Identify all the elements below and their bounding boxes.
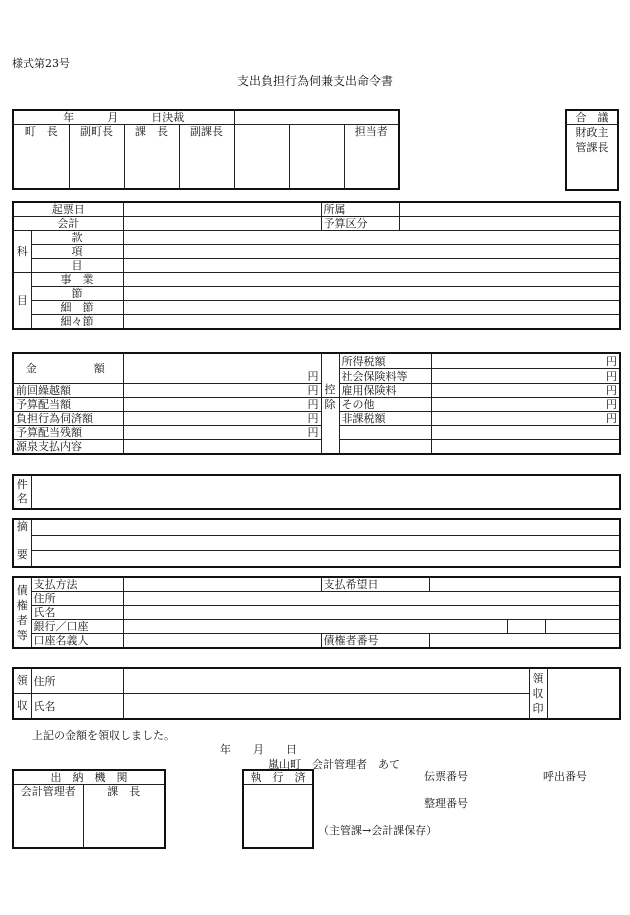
deduction-income-tax-yen: 円	[431, 353, 620, 369]
deduction-income-tax: 所得税額	[339, 353, 431, 369]
accounting-value	[123, 217, 321, 231]
row-committed: 負担行為伺済額	[13, 412, 123, 426]
row-carryover-yen: 円	[123, 384, 321, 398]
receipt-side-1: 領	[13, 668, 31, 694]
consult-label: 合 議	[566, 110, 618, 125]
account-holder-label: 口座名義人	[31, 634, 123, 649]
accounting-label: 会計	[13, 217, 123, 231]
creditor-no-label: 債権者番号	[321, 634, 429, 649]
receipt-seal-box	[547, 668, 620, 719]
subject-kou: 項	[31, 245, 123, 259]
row-committed-yen: 円	[123, 412, 321, 426]
deduction-other-yen: 円	[431, 398, 620, 412]
payment-method-label: 支払方法	[31, 577, 123, 592]
subject-setsu: 節	[31, 287, 123, 301]
dept-label: 所属	[321, 202, 399, 217]
deduction-side-1: 控	[321, 353, 339, 398]
role-blank-2	[289, 125, 344, 190]
subject-matter-table	[12, 474, 621, 510]
budget-class-value	[399, 217, 620, 231]
budget-class-label: 予算区分	[321, 217, 399, 231]
desired-date-label: 支払希望日	[321, 577, 429, 592]
receipt-addressee: 嵐山町 会計管理者 あて	[268, 758, 400, 771]
executed-label: 執 行 済	[243, 770, 313, 785]
disbursement-label: 出 納 機 関	[13, 770, 165, 785]
voucher-no-label: 伝票番号	[424, 770, 468, 783]
deduction-tax-exempt-yen: 円	[431, 412, 620, 426]
receipt-address-label: 住所	[31, 668, 123, 694]
receipt-seal-label: 領 収 印	[529, 668, 547, 719]
accountant-label: 会計管理者	[13, 785, 83, 849]
call-no-label: 呼出番号	[543, 770, 587, 783]
deduction-tax-exempt: 非課税額	[339, 412, 431, 426]
creditor-table	[12, 576, 621, 649]
payment-method-value	[123, 577, 321, 592]
summary-label: 摘 要	[13, 519, 31, 567]
row-budget-allotment: 予算配当額	[13, 398, 123, 412]
row-remaining-yen: 円	[123, 426, 321, 440]
ref-no-label: 整理番号	[424, 797, 468, 810]
role-staff: 担当者	[344, 125, 399, 190]
subject-project: 事 業	[31, 273, 123, 287]
deduction-side-2: 除	[321, 398, 339, 455]
footer-section-chief: 課 長	[83, 785, 165, 849]
subject-saisaisetsu: 細々節	[31, 315, 123, 330]
form-number: 様式第23号	[12, 57, 70, 70]
subject-kan: 款	[31, 231, 123, 245]
decision-date: 年 月 日決裁	[13, 110, 234, 125]
amount-table	[12, 352, 621, 455]
form-title: 支出負担行為伺兼支出命令書	[236, 74, 393, 88]
creditor-name-label: 氏名	[31, 606, 123, 620]
deduction-employment-insurance: 雇用保険料	[339, 384, 431, 398]
row-remaining: 予算配当残額	[13, 426, 123, 440]
deduction-social-insurance: 社会保険料等	[339, 369, 431, 384]
amount-value: 円	[123, 353, 321, 384]
role-section-chief: 課 長	[124, 125, 179, 190]
role-deputy-mayor: 副町長	[69, 125, 124, 190]
storage-note: （主管課→会計課保存）	[318, 824, 438, 837]
subject-side-1: 科	[13, 231, 31, 273]
subject-moku: 目	[31, 259, 123, 273]
subject-saisetsu: 細 節	[31, 301, 123, 315]
bank-account-label: 銀行／口座	[31, 620, 123, 634]
receipt-side-2: 収	[13, 694, 31, 720]
creditor-address-label: 住所	[31, 592, 123, 606]
summary-table	[12, 518, 621, 568]
executed-table	[242, 769, 314, 849]
role-deputy-chief: 副課長	[179, 125, 234, 190]
draft-date-value	[123, 202, 321, 217]
row-budget-allotment-yen: 円	[123, 398, 321, 412]
receipt-table	[12, 667, 621, 720]
dept-value	[399, 202, 620, 217]
consult-finance-chief: 財政主 管課長	[566, 125, 618, 191]
deduction-other: その他	[339, 398, 431, 412]
receipt-statement: 上記の金額を領収しました。	[32, 729, 175, 742]
deduction-employment-insurance-yen: 円	[431, 384, 620, 398]
desired-date-value	[429, 577, 620, 592]
row-withholding: 源泉支払内容	[13, 440, 123, 455]
creditor-side-label: 債 権 者 等	[13, 577, 31, 648]
role-mayor: 町 長	[13, 125, 69, 190]
consult-table	[565, 109, 619, 191]
draft-date-label: 起票日	[13, 202, 123, 217]
subject-side-2: 目	[13, 273, 31, 330]
role-blank-1	[234, 125, 289, 190]
amount-label: 金 額	[13, 353, 123, 384]
account-table	[12, 201, 621, 330]
receipt-name-label: 氏名	[31, 694, 123, 720]
disbursement-table	[12, 769, 166, 849]
row-carryover: 前回繰越額	[13, 384, 123, 398]
deduction-social-insurance-yen: 円	[431, 369, 620, 384]
approval-table	[12, 109, 400, 190]
subject-matter-label: 件 名	[13, 475, 31, 509]
receipt-date: 年 月 日	[220, 743, 297, 756]
